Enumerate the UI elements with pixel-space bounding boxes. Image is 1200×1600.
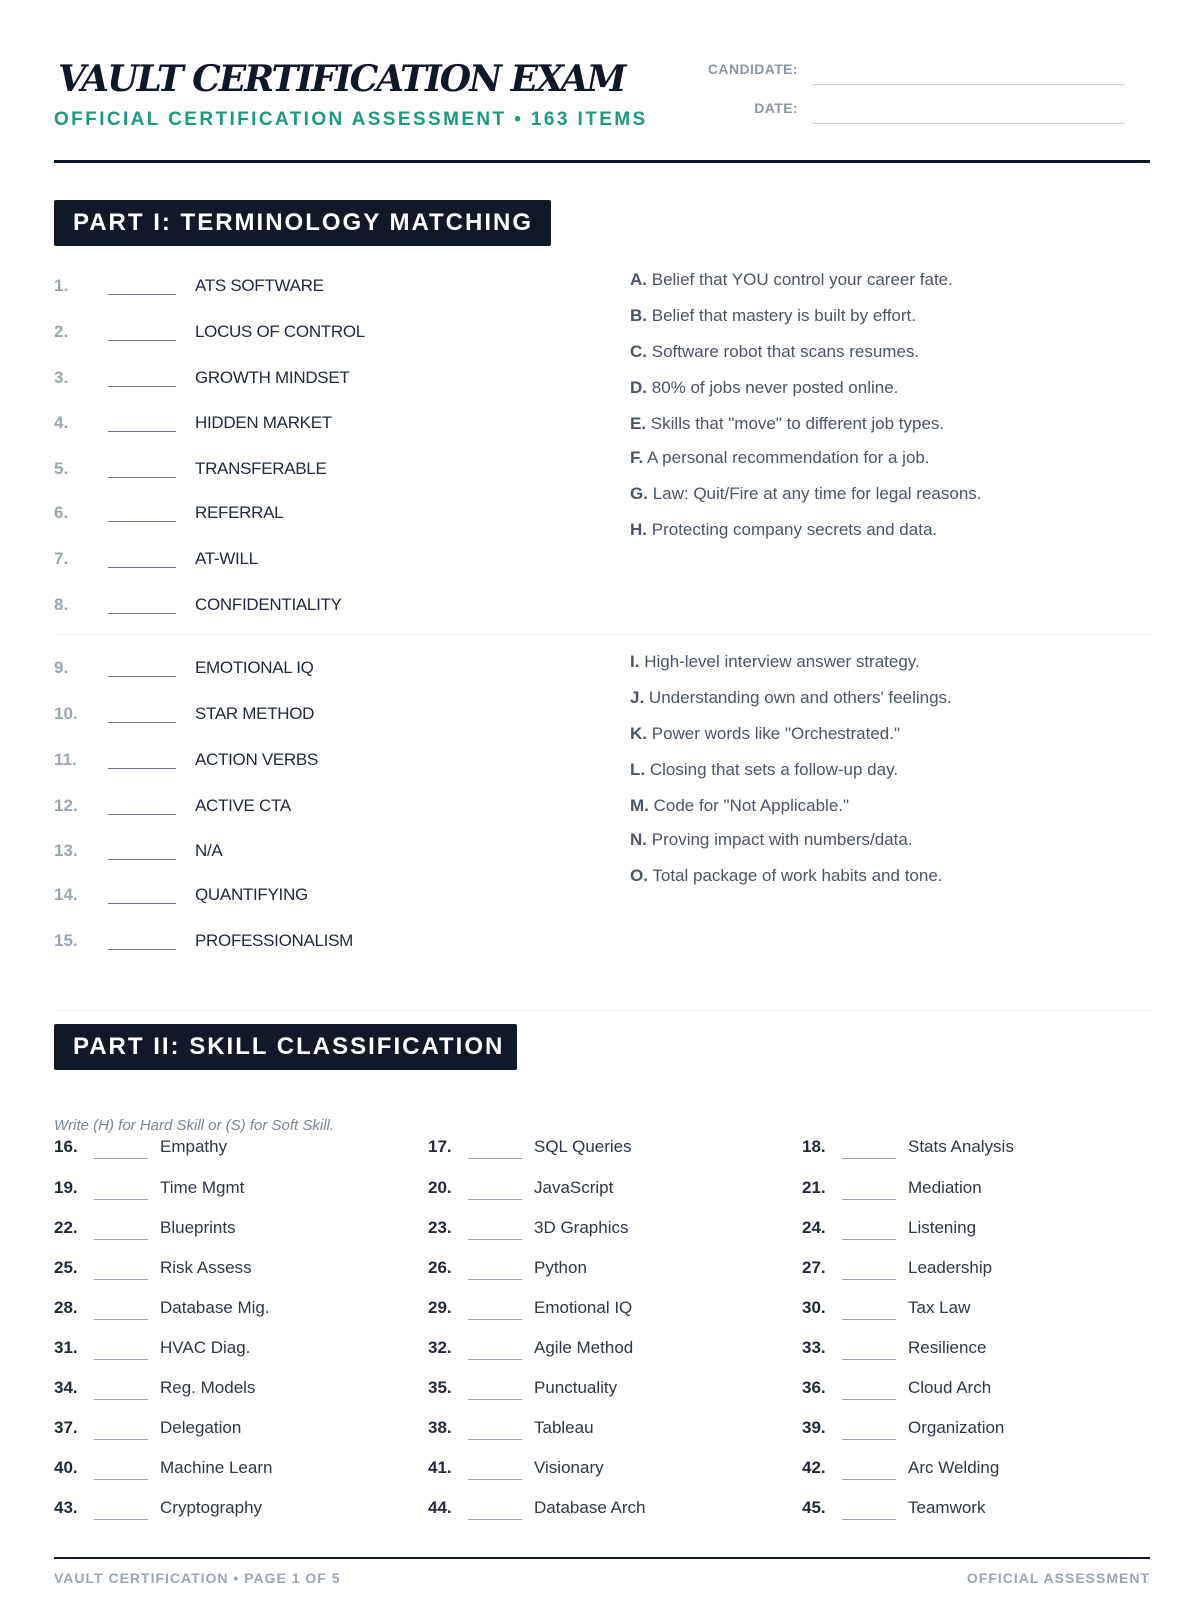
term-row [54, 704, 594, 728]
term-row [54, 750, 594, 774]
definition-row [630, 760, 898, 780]
answer-blank[interactable] [842, 1519, 896, 1520]
answer-blank[interactable] [94, 1479, 148, 1480]
section-divider [54, 1010, 1150, 1011]
skill-number: 19. [54, 1178, 78, 1197]
definition-row [630, 448, 930, 468]
definition-letter: F. [630, 448, 644, 467]
answer-blank[interactable] [468, 1279, 522, 1280]
skill-label: Teamwork [908, 1498, 986, 1517]
definition-text: Software robot that scans resumes. [651, 342, 920, 361]
term-row [54, 276, 594, 300]
skill-item [54, 1137, 384, 1163]
term-row [54, 885, 594, 909]
answer-blank[interactable] [842, 1158, 896, 1159]
skill-item [54, 1418, 384, 1444]
answer-blank[interactable] [842, 1279, 896, 1280]
definition-text: Power words like "Orchestrated." [651, 724, 901, 743]
definition-text: Belief that YOU control your career fate. [651, 270, 953, 289]
skill-item [54, 1498, 384, 1524]
definition-row [630, 414, 944, 434]
skill-label: Resilience [908, 1338, 987, 1357]
skill-label: Machine Learn [160, 1458, 273, 1477]
definition-letter: L. [630, 760, 646, 779]
term-row [54, 796, 594, 820]
date-label: DATE: [754, 100, 798, 116]
answer-blank[interactable] [842, 1399, 896, 1400]
definition-letter: K. [630, 724, 647, 743]
skill-number: 33. [802, 1338, 826, 1357]
skill-item [802, 1338, 1132, 1364]
term-label: AT-WILL [195, 549, 258, 568]
term-number: 6. [54, 503, 69, 522]
term-number: 4. [54, 413, 69, 432]
skill-number: 42. [802, 1458, 826, 1477]
skill-number: 18. [802, 1137, 826, 1156]
answer-blank[interactable] [108, 521, 176, 522]
skill-label: Stats Analysis [908, 1137, 1014, 1156]
definition-text: High-level interview answer strategy. [644, 652, 920, 671]
skill-number: 16. [54, 1137, 78, 1156]
footer-divider [54, 1557, 1150, 1559]
term-label: GROWTH MINDSET [195, 368, 350, 387]
term-number: 10. [54, 704, 78, 723]
term-label: QUANTIFYING [195, 885, 308, 904]
skill-label: Delegation [160, 1418, 242, 1437]
skill-label: Listening [908, 1218, 977, 1237]
definition-row [630, 342, 919, 362]
term-number: 12. [54, 796, 78, 815]
definition-letter: B. [630, 306, 647, 325]
answer-blank[interactable] [94, 1319, 148, 1320]
skill-number: 41. [428, 1458, 452, 1477]
skill-label: Cryptography [160, 1498, 263, 1517]
definition-letter: H. [630, 520, 647, 539]
answer-blank[interactable] [94, 1239, 148, 1240]
term-row [54, 841, 594, 865]
definition-text: Code for "Not Applicable." [653, 796, 850, 815]
definition-row [630, 830, 913, 850]
skill-label: Database Mig. [160, 1298, 270, 1317]
definition-letter: N. [630, 830, 647, 849]
exam-title: VAULT CERTIFICATION EXAM [58, 58, 625, 100]
answer-blank[interactable] [94, 1279, 148, 1280]
skill-number: 25. [54, 1258, 78, 1277]
skill-label: Reg. Models [160, 1378, 256, 1397]
part2-instructions: Write (H) for Hard Skill or (S) for Soft Skill. [54, 1117, 335, 1134]
definition-row [630, 866, 943, 886]
skill-label: Tax Law [908, 1298, 971, 1317]
definition-letter: O. [630, 866, 648, 885]
definition-row [630, 378, 898, 398]
skill-item [428, 1378, 758, 1404]
answer-blank[interactable] [108, 431, 176, 432]
candidate-label: CANDIDATE: [707, 61, 798, 77]
answer-blank[interactable] [468, 1199, 522, 1200]
skill-number: 38. [428, 1418, 452, 1437]
date-field[interactable] [812, 123, 1125, 124]
skill-label: Time Mgmt [160, 1178, 245, 1197]
term-row [54, 595, 594, 619]
answer-blank[interactable] [108, 903, 176, 904]
term-number: 2. [54, 322, 69, 341]
definition-letter: M. [630, 796, 649, 815]
skill-label: Cloud Arch [908, 1378, 992, 1397]
answer-blank[interactable] [108, 567, 176, 568]
skill-number: 32. [428, 1338, 452, 1357]
answer-blank[interactable] [468, 1439, 522, 1440]
definition-letter: D. [630, 378, 647, 397]
skill-item [802, 1178, 1132, 1204]
skill-label: HVAC Diag. [160, 1338, 251, 1357]
answer-blank[interactable] [468, 1158, 522, 1159]
answer-blank[interactable] [842, 1439, 896, 1440]
definition-row [630, 520, 937, 540]
candidate-field[interactable] [812, 84, 1125, 85]
skill-label: Emotional IQ [534, 1298, 633, 1317]
definition-letter: A. [630, 270, 647, 289]
definition-text: Belief that mastery is built by effort. [651, 306, 916, 325]
skill-number: 21. [802, 1178, 826, 1197]
skill-number: 34. [54, 1378, 78, 1397]
term-number: 3. [54, 368, 69, 387]
skill-item [428, 1458, 758, 1484]
footer-right: OFFICIAL ASSESSMENT [966, 1570, 1150, 1586]
answer-blank[interactable] [842, 1239, 896, 1240]
skill-item [54, 1378, 384, 1404]
answer-blank[interactable] [468, 1479, 522, 1480]
skill-number: 23. [428, 1218, 452, 1237]
skill-label: Agile Method [534, 1338, 634, 1357]
skill-number: 31. [54, 1338, 78, 1357]
term-number: 9. [54, 658, 69, 677]
answer-blank[interactable] [94, 1399, 148, 1400]
part2-header: PART II: SKILL CLASSIFICATION [54, 1024, 517, 1070]
skill-number: 36. [802, 1378, 826, 1397]
term-row [54, 413, 594, 437]
term-number: 1. [54, 276, 69, 295]
skill-item [54, 1298, 384, 1324]
term-number: 7. [54, 549, 69, 568]
skill-item [428, 1258, 758, 1284]
term-row [54, 459, 594, 483]
skill-item [54, 1338, 384, 1364]
skill-label: Mediation [908, 1178, 982, 1197]
definition-text: Skills that "move" to different job types. [650, 414, 945, 433]
definition-text: Understanding own and others' feelings. [648, 688, 952, 707]
definition-letter: I. [630, 652, 640, 671]
footer-left: VAULT CERTIFICATION • PAGE 1 OF 5 [54, 1570, 341, 1586]
skill-item [802, 1418, 1132, 1444]
definition-text: A personal recommendation for a job. [647, 448, 930, 467]
skill-item [428, 1137, 758, 1163]
answer-blank[interactable] [94, 1359, 148, 1360]
definition-text: Total package of work habits and tone. [652, 866, 943, 885]
answer-blank[interactable] [108, 814, 176, 815]
answer-blank[interactable] [94, 1519, 148, 1520]
definition-row [630, 306, 916, 326]
answer-blank[interactable] [94, 1158, 148, 1159]
term-label: EMOTIONAL IQ [195, 658, 314, 677]
answer-blank[interactable] [468, 1239, 522, 1240]
skill-label: Visionary [534, 1458, 604, 1477]
skill-item [54, 1178, 384, 1204]
term-label: ACTION VERBS [195, 750, 318, 769]
exam-subtitle: OFFICIAL CERTIFICATION ASSESSMENT • 163 ITEMS [54, 109, 648, 130]
definition-letter: C. [630, 342, 647, 361]
answer-blank[interactable] [468, 1399, 522, 1400]
term-label: CONFIDENTIALITY [195, 595, 342, 614]
skill-item [802, 1137, 1132, 1163]
skill-item [802, 1298, 1132, 1324]
skill-label: SQL Queries [534, 1137, 632, 1156]
skill-item [802, 1258, 1132, 1284]
answer-blank[interactable] [468, 1359, 522, 1360]
skill-label: Tableau [534, 1418, 594, 1437]
answer-blank[interactable] [842, 1199, 896, 1200]
skill-number: 44. [428, 1498, 452, 1517]
skill-item [802, 1218, 1132, 1244]
skill-number: 45. [802, 1498, 826, 1517]
definition-row [630, 724, 900, 744]
answer-blank[interactable] [468, 1519, 522, 1520]
answer-blank[interactable] [108, 768, 176, 769]
term-label: LOCUS OF CONTROL [195, 322, 365, 341]
definition-text: Proving impact with numbers/data. [651, 830, 913, 849]
skill-item [54, 1258, 384, 1284]
term-number: 11. [54, 750, 77, 769]
part1-header: PART I: TERMINOLOGY MATCHING [54, 200, 551, 246]
skill-item [428, 1338, 758, 1364]
answer-blank[interactable] [108, 722, 176, 723]
skill-number: 20. [428, 1178, 452, 1197]
skill-label: Arc Welding [908, 1458, 1000, 1477]
skill-number: 39. [802, 1418, 826, 1437]
definition-row [630, 688, 952, 708]
definition-letter: E. [630, 414, 647, 433]
skill-item [802, 1378, 1132, 1404]
skill-number: 26. [428, 1258, 452, 1277]
skill-item [54, 1458, 384, 1484]
skill-number: 24. [802, 1218, 826, 1237]
skill-number: 37. [54, 1418, 78, 1437]
term-number: 13. [54, 841, 78, 860]
term-number: 5. [54, 459, 69, 478]
header-divider [54, 160, 1150, 163]
term-label: TRANSFERABLE [195, 459, 327, 478]
term-label: PROFESSIONALISM [195, 931, 353, 950]
skill-item [54, 1218, 384, 1244]
answer-blank[interactable] [108, 676, 176, 677]
term-number: 8. [54, 595, 69, 614]
skill-number: 17. [428, 1137, 452, 1156]
definition-text: Law: Quit/Fire at any time for legal reasons. [652, 484, 982, 503]
answer-blank[interactable] [108, 386, 176, 387]
term-row [54, 931, 594, 955]
answer-blank[interactable] [842, 1319, 896, 1320]
answer-blank[interactable] [108, 340, 176, 341]
term-label: HIDDEN MARKET [195, 413, 332, 432]
skill-item [802, 1458, 1132, 1484]
term-row [54, 658, 594, 682]
skill-label: Risk Assess [160, 1258, 252, 1277]
term-label: N/A [195, 841, 223, 860]
answer-blank[interactable] [468, 1319, 522, 1320]
term-row [54, 549, 594, 573]
definition-letter: G. [630, 484, 648, 503]
skill-label: Empathy [160, 1137, 228, 1156]
definition-text: Protecting company secrets and data. [651, 520, 938, 539]
answer-blank[interactable] [108, 613, 176, 614]
term-label: ACTIVE CTA [195, 796, 291, 815]
definition-row [630, 484, 982, 504]
definition-text: 80% of jobs never posted online. [651, 378, 899, 397]
skill-item [428, 1418, 758, 1444]
term-label: ATS SOFTWARE [195, 276, 324, 295]
skill-label: Python [534, 1258, 587, 1277]
skill-label: JavaScript [534, 1178, 614, 1197]
definition-row [630, 652, 920, 672]
skill-number: 29. [428, 1298, 452, 1317]
skill-number: 30. [802, 1298, 826, 1317]
skill-number: 22. [54, 1218, 78, 1237]
answer-blank[interactable] [108, 294, 176, 295]
skill-number: 28. [54, 1298, 78, 1317]
term-number: 14. [54, 885, 78, 904]
skill-item [428, 1298, 758, 1324]
definition-letter: J. [630, 688, 645, 707]
skill-label: Leadership [908, 1258, 993, 1277]
answer-blank[interactable] [94, 1199, 148, 1200]
answer-blank[interactable] [108, 949, 176, 950]
section-divider [54, 634, 1150, 635]
skill-label: Blueprints [160, 1218, 236, 1237]
skill-label: Database Arch [534, 1498, 646, 1517]
skill-item [428, 1498, 758, 1524]
skill-item [428, 1218, 758, 1244]
skill-number: 35. [428, 1378, 452, 1397]
skill-label: Punctuality [534, 1378, 618, 1397]
term-row [54, 368, 594, 392]
skill-number: 27. [802, 1258, 826, 1277]
definition-text: Closing that sets a follow-up day. [649, 760, 899, 779]
term-row [54, 503, 594, 527]
term-number: 15. [54, 931, 78, 950]
term-label: REFERRAL [195, 503, 284, 522]
answer-blank[interactable] [842, 1479, 896, 1480]
skill-label: Organization [908, 1418, 1005, 1437]
answer-blank[interactable] [108, 859, 176, 860]
skill-label: 3D Graphics [534, 1218, 629, 1237]
skill-item [428, 1178, 758, 1204]
definition-row [630, 270, 953, 290]
term-label: STAR METHOD [195, 704, 315, 723]
answer-blank[interactable] [842, 1359, 896, 1360]
term-row [54, 322, 594, 346]
skill-number: 40. [54, 1458, 78, 1477]
skill-number: 43. [54, 1498, 78, 1517]
answer-blank[interactable] [94, 1439, 148, 1440]
answer-blank[interactable] [108, 477, 176, 478]
skill-item [802, 1498, 1132, 1524]
definition-row [630, 796, 849, 816]
